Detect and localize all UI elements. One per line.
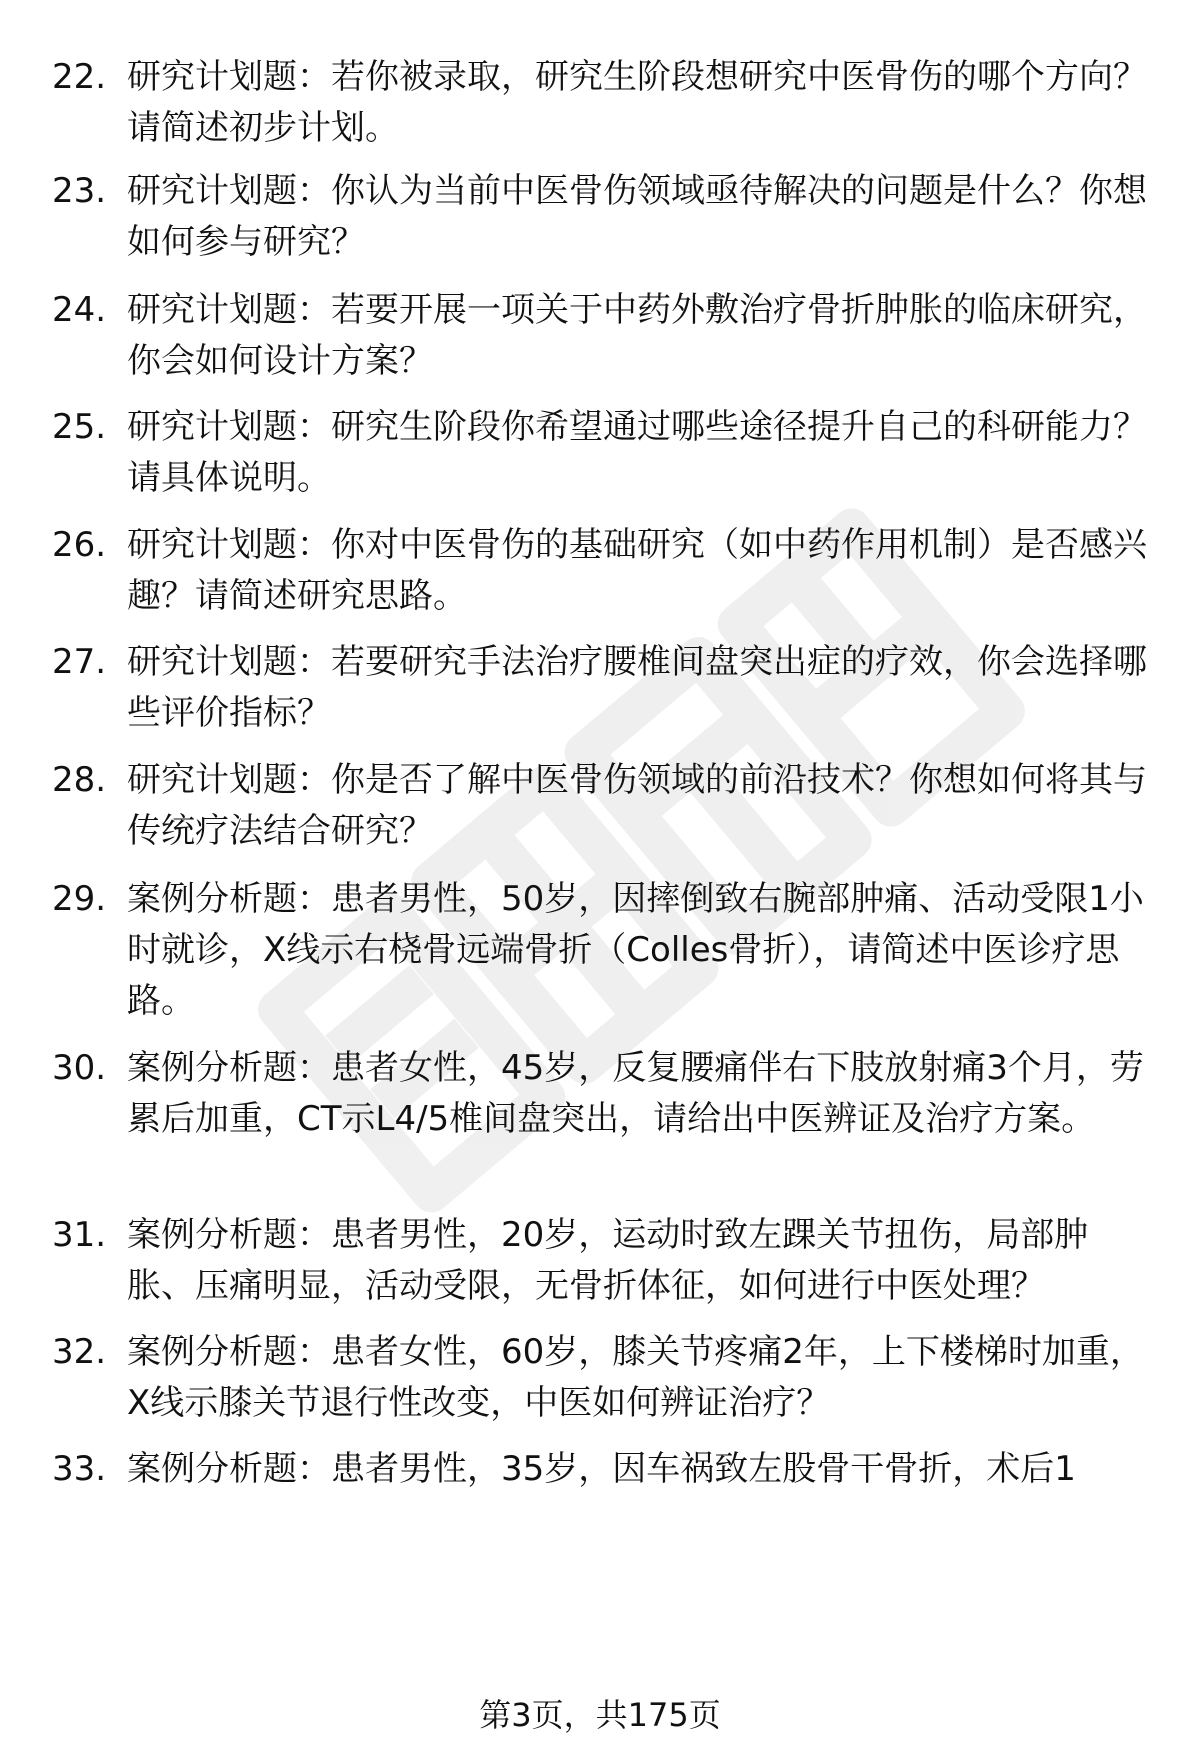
item-number: 31. (52, 1215, 107, 1255)
item-text: 案例分析题：患者女性，45岁，反复腰痛伴右下肢放射痛3个月，劳累后加重，CT示L4/5椎间盘突出，请给出中医辨证及治疗方案。 (127, 1048, 1144, 1139)
item-number: 24. (52, 290, 107, 330)
item-text: 案例分析题：患者女性，60岁，膝关节疼痛2年，上下楼梯时加重，X线示膝关节退行性改变，中医如何辨证治疗？ (127, 1332, 1144, 1423)
item-number: 26. (52, 525, 107, 565)
item-text: 研究计划题：你认为当前中医骨伤领域亟待解决的问题是什么？你想如何参与研究？ (127, 171, 1147, 262)
item-number: 23. (52, 171, 107, 211)
item-text: 研究计划题：你对中医骨伤的基础研究（如中药作用机制）是否感兴趣？请简述研究思路。 (127, 525, 1147, 616)
item-number: 22. (52, 57, 107, 97)
page-footer: 第3页，共175页 (479, 1696, 721, 1734)
item-number: 29. (52, 879, 107, 919)
item-text: 研究计划题：若要研究手法治疗腰椎间盘突出症的疗效，你会选择哪些评价指标？ (127, 642, 1147, 733)
item-number: 25. (52, 407, 107, 447)
item-number: 28. (52, 760, 107, 800)
item-text: 研究计划题：研究生阶段你希望通过哪些途径提升自己的科研能力？请具体说明。 (127, 407, 1147, 498)
item-number: 30. (52, 1048, 107, 1088)
item-number: 33. (52, 1449, 107, 1489)
item-text: 研究计划题：若你被录取，研究生阶段想研究中医骨伤的哪个方向？请简述初步计划。 (127, 57, 1147, 148)
item-text: 案例分析题：患者男性，50岁，因摔倒致右腕部肿痛、活动受限1小时就诊，X线示右桡骨远端骨折（Colles骨折），请简述中医诊疗思路。 (127, 879, 1144, 1021)
item-number: 27. (52, 642, 107, 682)
item-text: 案例分析题：患者男性，20岁，运动时致左踝关节扭伤，局部肿胀、压痛明显，活动受限，无骨折体征，如何进行中医处理？ (127, 1215, 1089, 1306)
item-text: 研究计划题：你是否了解中医骨伤领域的前沿技术？你想如何将其与传统疗法结合研究？ (127, 760, 1147, 851)
item-number: 32. (52, 1332, 107, 1372)
item-text: 研究计划题：若要开展一项关于中药外敷治疗骨折肿胀的临床研究，你会如何设计方案？ (127, 290, 1147, 381)
item-text: 案例分析题：患者男性，35岁，因车祸致左股骨干骨折，术后1 (127, 1449, 1076, 1489)
